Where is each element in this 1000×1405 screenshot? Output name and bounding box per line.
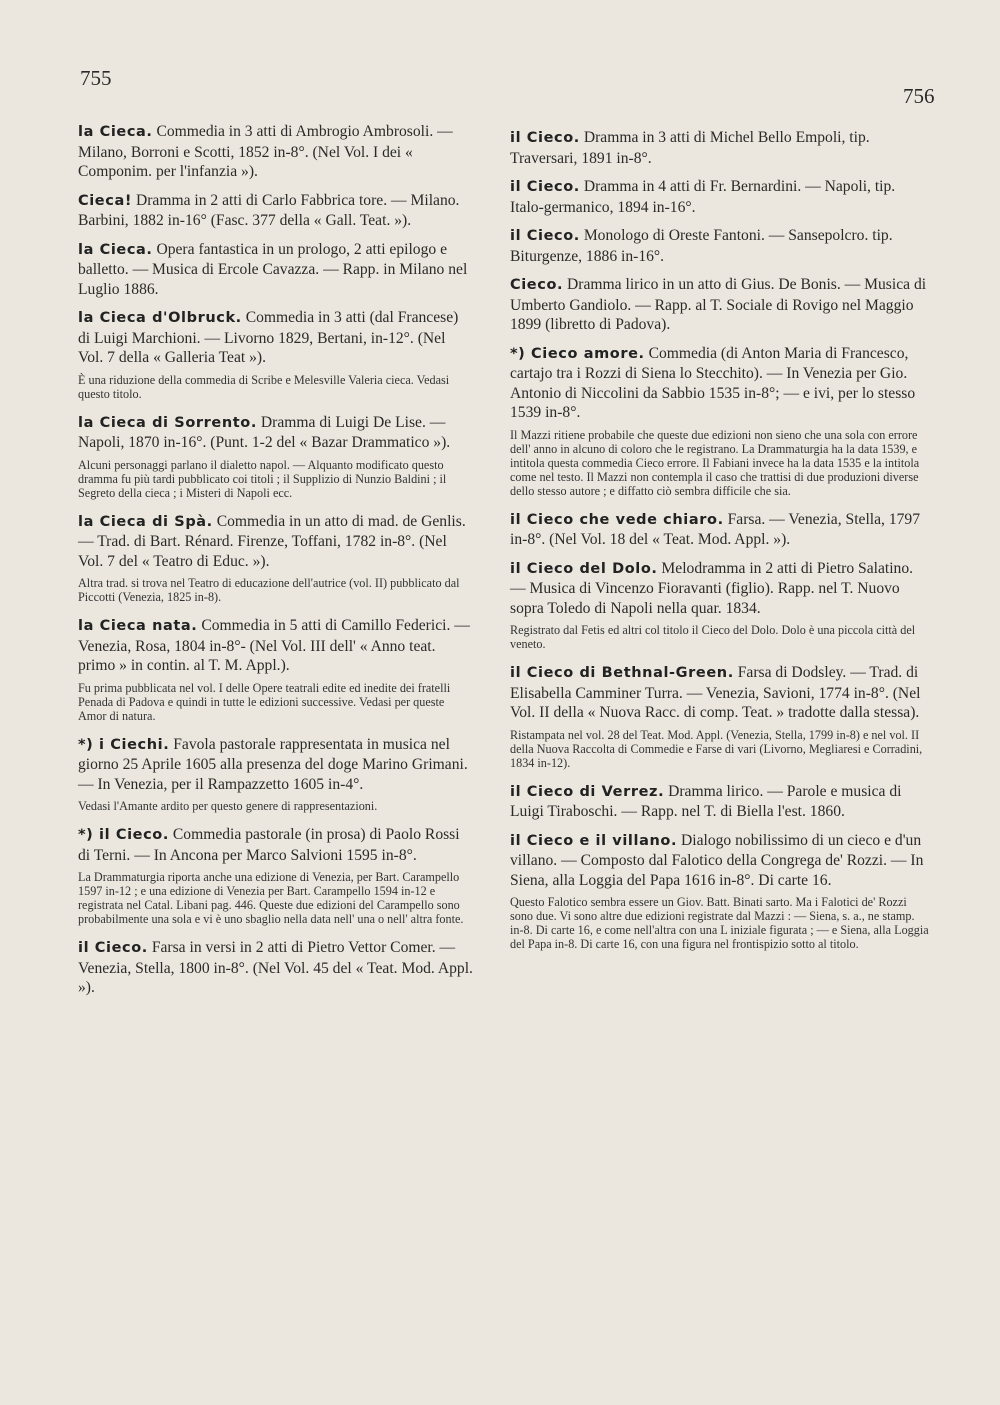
- entry-note: Il Mazzi ritiene probabile che queste due edizioni non sieno che una sola con errore dell' anno in alcuno di coloro che le registrano. La Drammaturgia ha la data 1539, e intitola questa commedia Cieco errore. Il Fabiani invece ha la data 1535 e la intitola come nel testo. Il Mazzi non contempla il caso che trattisi di due produzioni diverse dello stesso autore ; e diffatto ciò sembra difficile che sia.: [510, 427, 920, 498]
- entry-description: Dramma lirico in un atto di Gius. De Bonis. — Musica di Umberto Gandiolo. — Rapp. al T. Sociale di Rovigo nel Maggio 1899 (libretto di Padova).: [510, 276, 927, 333]
- bibliography-entry: [510, 782, 930, 822]
- entry-title: Cieca!: [78, 192, 133, 209]
- entry-description: Commedia pastorale (in prosa) di Paolo Rossi di Terni. — In Ancona per Marco Salvioni 1595 in-8°.: [78, 826, 460, 864]
- entry-title: il Cieco.: [510, 228, 580, 244]
- entry-title: la Cieca d'Olbruck.: [78, 310, 242, 326]
- entry-title: il Cieco del Dolo.: [510, 560, 658, 577]
- entry-title: il Cieco di Verrez.: [510, 783, 665, 800]
- entry-title: la Cieca di Sorrento.: [78, 414, 257, 431]
- bibliography-entry: [78, 122, 474, 182]
- entry-description: Favola pastorale rappresentata in musica nel giorno 25 Aprile 1605 alla presenza del doge Marino Grimani. — In Venezia, per il Rampazzetto 1605 in-4°.: [78, 735, 468, 793]
- entry-note: Registrato dal Fetis ed altri col titolo il Cieco del Dolo. Dolo è una piccola città del veneto.: [510, 623, 916, 651]
- entry-description: Farsa in versi in 2 atti di Pietro Vettor Comer. — Venezia, Stella, 1800 in-8°. (Nel Vol. 45 del « Teat. Mod. Appl. »).: [78, 939, 473, 996]
- entry-description: Dramma lirico. — Parole e musica di Luigi Tiraboschi. — Rapp. nel T. di Biella l'est. 1860.: [510, 782, 902, 820]
- entry-description: Farsa. — Venezia, Stella, 1797 in-8°. (Nel Vol. 18 del « Teat. Mod. Appl. »).: [510, 510, 921, 548]
- right-column: [510, 128, 930, 963]
- entry-title: la Cieca.: [78, 124, 153, 140]
- entry-title: il Cieco.: [510, 179, 580, 195]
- entry-title: la Cieca.: [78, 241, 153, 258]
- bibliography-entry: [78, 308, 474, 368]
- entry-title: la Cieca nata.: [78, 618, 198, 634]
- entry-description: Dramma di Luigi De Lise. — Napoli, 1870 in-16°. (Punt. 1-2 del « Bazar Drammatico »).: [78, 413, 451, 451]
- bibliography-entry: [78, 938, 474, 998]
- bibliography-entry: [510, 663, 930, 723]
- entry-description: Commedia in un atto di mad. de Genlis. — Trad. di Bart. Rénard. Firenze, Toffani, 1782 in-8°. (Nel Vol. 7 del « Teatro di Educ. »).: [78, 512, 466, 570]
- entry-title: il Cieco di Bethnal-Green.: [510, 665, 734, 681]
- entry-title: Cieco.: [510, 277, 564, 293]
- entry-description: Commedia in 3 atti (dal Francese) di Luigi Marchioni. — Livorno 1829, Bertani, in-12°. (Nel Vol. 7 della « Galleria Teat »).: [78, 309, 459, 366]
- entry-description: Melodramma in 2 atti di Pietro Salatino. — Musica di Vincenzo Fioravanti (figlio). Rapp. nel T. Nuovo sopra Toledo di Napoli nella quar. 1834.: [510, 559, 914, 617]
- entry-description: Dialogo nobilissimo di un cieco e d'un villano. — Composto dal Falotico della Congrega de' Rozzi. — In Siena, alla Loggia del Papa 1616 in-8°. Di carte 16.: [510, 831, 924, 889]
- entry-description: Dramma in 4 atti di Fr. Bernardini. — Napoli, tip. Italo-germanico, 1894 in-16°.: [510, 178, 896, 216]
- bibliography-entry: [510, 510, 930, 550]
- bibliography-entry: [510, 177, 930, 217]
- bibliography-entry: [78, 616, 474, 676]
- bibliography-entry: [78, 191, 474, 231]
- entry-description: Commedia in 3 atti di Ambrogio Ambrosoli. — Milano, Borroni e Scotti, 1852 in-8°. (Nel Vol. I dei « Componim. per l'infanzia »).: [78, 123, 453, 180]
- entry-description: Commedia (di Anton Maria di Francesco, cartajo tra i Rozzi di Siena lo Stecchito). — In Venezia per Gio. Antonio di Niccolini da Sabbio 1535 in-8°; — e ivi, per lo stesso 1539 in-8°.: [510, 344, 916, 421]
- entry-description: Commedia in 5 atti di Camillo Federici. — Venezia, Rosa, 1804 in-8°- (Nel Vol. III dell' « Anno teat. primo » in contin. al T. M. Appl.).: [78, 617, 470, 674]
- entry-title: *) i Ciechi.: [78, 736, 170, 753]
- bibliography-entry: [78, 825, 474, 865]
- bibliography-entry: [78, 735, 474, 795]
- bibliography-entry: [78, 240, 474, 300]
- entry-title: il Cieco.: [78, 940, 148, 956]
- bibliography-entry: [510, 344, 930, 423]
- entry-title: *) il Cieco.: [78, 827, 169, 843]
- bibliography-entry: [78, 413, 474, 453]
- entry-title: il Cieco.: [510, 130, 580, 146]
- entry-note: Questo Falotico sembra essere un Giov. Batt. Binati sarto. Ma i Falotici de' Rozzi sono due. Vi sono altre due edizioni registrate dal Mazzi : — Siena, s. a., ne stamp. in-8. Di carte 16, e come nell'altra con una L iniziale figurata ; — e Siena, alla Loggia del Papa in-8. Di carte 16, con una figura nel frontispizio sotto al titolo.: [510, 895, 929, 951]
- left-column: [78, 122, 474, 1007]
- bibliography-entry: [78, 512, 474, 572]
- entry-description: Opera fantastica in un prologo, 2 atti epilogo e balletto. — Musica di Ercole Cavazza. — Rapp. in Milano nel Luglio 1886.: [78, 240, 468, 298]
- entry-description: Dramma in 2 atti di Carlo Fabbrica tore. — Milano. Barbini, 1882 in-16° (Fasc. 377 della « Gall. Teat. »).: [78, 191, 460, 229]
- entry-description: Dramma in 3 atti di Michel Bello Empoli, tip. Traversari, 1891 in-8°.: [510, 129, 870, 167]
- entry-note: È una riduzione della commedia di Scribe e Melesville Valeria cieca. Vedasi questo titolo.: [78, 372, 450, 401]
- entry-title: il Cieco e il villano.: [510, 832, 678, 849]
- page-number-right: 756: [903, 84, 935, 108]
- entry-note: Altra trad. si trova nel Teatro di educazione dell'autrice (vol. II) pubblicato dal Piccotti (Venezia, 1825 in-8).: [78, 576, 460, 604]
- entry-description: Monologo di Oreste Fantoni. — Sansepolcro. tip. Biturgenze, 1886 in-16°.: [510, 227, 893, 265]
- entry-note: Alcuni personaggi parlano il dialetto napol. — Alquanto modificato questo dramma fu più tardi pubblicato coi titoli ; il Supplizio di Nunzio Baldini ; il Segreto della cieca ; i Misteri di Napoli ecc.: [78, 457, 447, 500]
- entry-title: il Cieco che vede chiaro.: [510, 511, 724, 528]
- entry-description: Farsa di Dodsley. — Trad. di Elisabella Camminer Turra. — Venezia, Savioni, 1774 in-8°. (Nel Vol. II della « Nuova Racc. di comp. Teat. » tradotte dalla stessa).: [510, 664, 921, 721]
- entry-note: Ristampata nel vol. 28 del Teat. Mod. Appl. (Venezia, Stella, 1799 in-8) e nel vol. II della Nuova Raccolta di Commedie e Farse di vari (Livorno, Megliaresi e Corradini, 1834 in-12).: [510, 727, 923, 770]
- bibliography-entry: [510, 559, 930, 619]
- entry-note: Fu prima pubblicata nel vol. I delle Opere teatrali edite ed inedite dei fratelli Penada di Padova e quindi in tutte le edizioni successive. Vedasi per queste Amor di natura.: [78, 680, 451, 723]
- page-number-left: 755: [80, 66, 112, 90]
- entry-title: *) Cieco amore.: [510, 345, 645, 362]
- entry-title: la Cieca di Spà.: [78, 513, 213, 530]
- entry-note: La Drammaturgia riporta anche una edizione di Venezia, per Bart. Carampello 1597 in-12 ; e una edizione di Venezia per Bart. Carampello 1594 in-12 e registrata nel Catal. Libani pag. 446. Queste due edizioni del Carampello sono probabilmente una sola e vi è uno sbaglio nella data nell' una o nell' altra fonte.: [78, 870, 464, 926]
- bibliography-entry: [510, 128, 930, 168]
- entry-note: Vedasi l'Amante ardito per questo genere di rappresentazioni.: [78, 799, 378, 813]
- bibliography-entry: [510, 226, 930, 266]
- bibliography-entry: [510, 831, 930, 891]
- bibliography-entry: [510, 275, 930, 335]
